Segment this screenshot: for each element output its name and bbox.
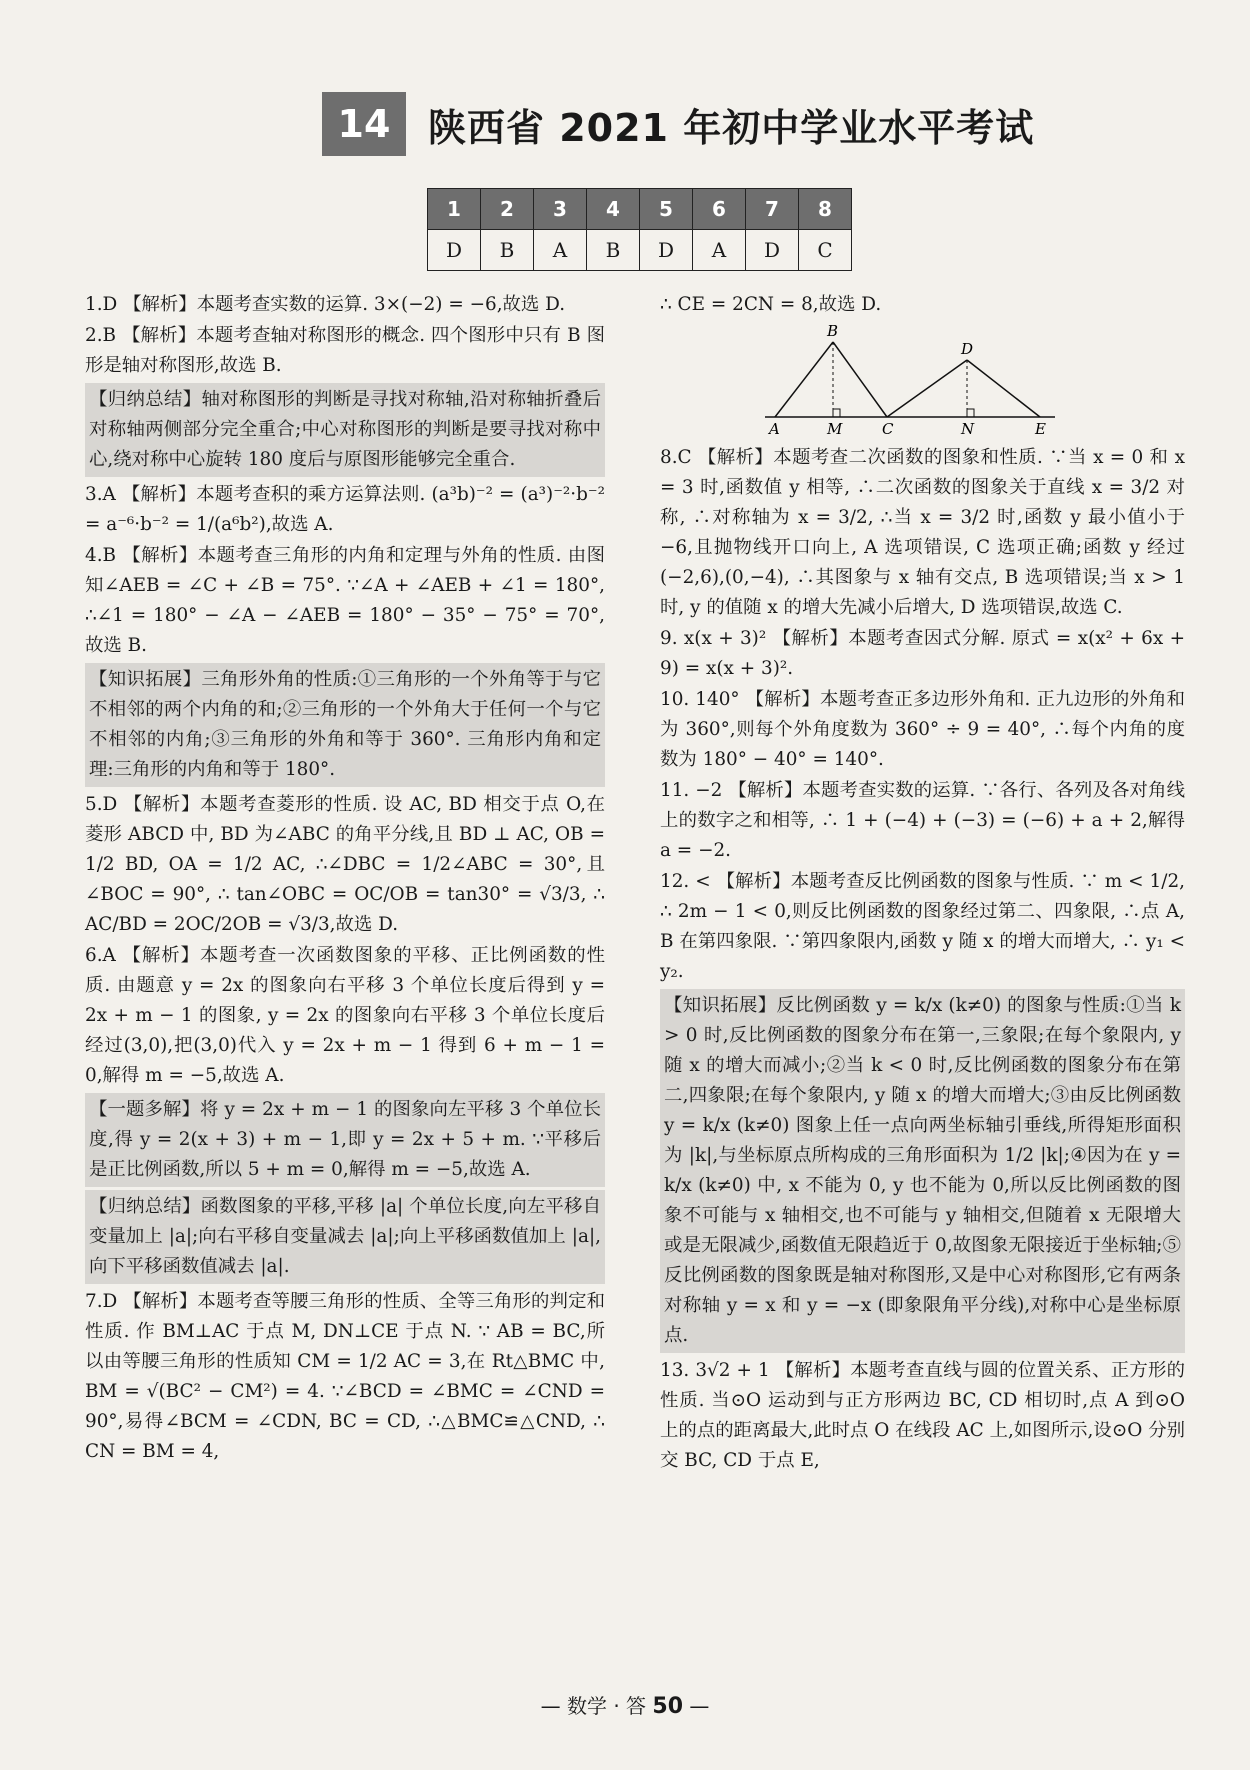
answer-number: 4 — [587, 189, 640, 230]
solution-q1: 1.D 【解析】本题考查实数的运算. 3×(−2) = −6,故选 D. — [85, 294, 566, 315]
answer-letter: C — [799, 230, 852, 271]
segment-bc — [833, 342, 887, 417]
segment-cd — [887, 360, 967, 417]
answer-number: 7 — [746, 189, 799, 230]
footer-end: — — [689, 1694, 710, 1718]
answer-letter: D — [428, 230, 481, 271]
solution-q5: 5.D 【解析】本题考查菱形的性质. 设 AC, BD 相交于点 O,在菱形 ABCD 中, BD 为∠ABC 的角平分线,且 BD ⊥ AC, OB = 1/2 BD, OA = 1/2 AC, ∴∠DBC = 1/2∠ABC = 30°,且∠BOC = 90°, ∴ tan∠OBC = OC/OB = tan30° = √3/3, ∴ AC/BD = 2OC/2OB = √3/3,故选 D. — [85, 794, 605, 935]
solution-q9: 9. x(x + 3)² 【解析】本题考查因式分解. 原式 = x(x² + 6x + 9) = x(x + 3)². — [660, 628, 1185, 679]
label-e: E — [1035, 420, 1046, 437]
knowledge-box-q12: 【知识拓展】反比例函数 y = k/x (k≠0) 的图象与性质:①当 k > 0 时,反比例函数的图象分布在第一,三象限;在每个象限内, y 随 x 的增大而减小;②当 k < 0 时,反比例函数的图象分布在第二,四象限;在每个象限内, y 随 x 的增大而增大;③由反比例函数 y = k/x (k≠0) 图象上任一点向两坐标轴引垂线,所得矩形面积为 |k|,与坐标原点所构成的三角形面积为 1/2 |k|;④因为在 y = k/x (k≠0) 中, x 不能为 0, y 也不能为 0,所以反比例函数的图象不可能与 x 轴相交,也不可能与 y 轴相交,但随着 x 无限增大或是无限减少,函数值无限趋近于 0,故图象无限接近于坐标轴;⑤反比例函数的图象既是轴对称图形,又是中心对称图形,它有两条对称轴 y = x 和 y = −x (即象限角平分线),对称中心是坐标原点. — [660, 989, 1185, 1353]
footer-label: — 数学 · 答 — [540, 1694, 647, 1718]
label-c: C — [882, 420, 894, 437]
solution-q6: 6.A 【解析】本题考查一次函数图象的平移、正比例函数的性质. 由题意 y = 2x 的图象向右平移 3 个单位长度后得到 y = 2x + m − 1 的图象, y = 2x 的图象向右平移 3 个单位长度后经过(3,0),把(3,0)代入 y = 2x + m − 1 得到 6 + m − 1 = 0,解得 m = −5,故选 A. — [85, 945, 605, 1086]
label-b: B — [827, 322, 839, 340]
right-angle-m — [833, 409, 840, 417]
answer-letter: D — [640, 230, 693, 271]
answer-number: 5 — [640, 189, 693, 230]
answer-number: 6 — [693, 189, 746, 230]
segment-de — [967, 360, 1040, 417]
label-a: A — [769, 420, 780, 437]
summary-box-q6: 【归纳总结】函数图象的平移,平移 |a| 个单位长度,向左平移自变量加上 |a|;向右平移自变量减去 |a|;向上平移函数值加上 |a|,向下平移函数值减去 |a|. — [85, 1190, 605, 1284]
answer-letter: B — [587, 230, 640, 271]
solution-q7-end: ∴ CE = 2CN = 8,故选 D. — [660, 294, 882, 315]
solution-q7: 7.D 【解析】本题考查等腰三角形的性质、全等三角形的判定和性质. 作 BM⊥AC 于点 M, DN⊥CE 于点 N. ∵ AB = BC,所以由等腰三角形的性质知 CM = 1/2 AC = 3,在 Rt△BMC 中, BM = √(BC² − CM²) = 4. ∵∠BCD = ∠BMC = ∠CND = 90°,易得∠BCM = ∠CDN, BC = CD, ∴△BMC≌△CND, ∴ CN = BM = 4, — [85, 1291, 605, 1462]
answer-number: 2 — [481, 189, 534, 230]
segment-ab — [775, 342, 833, 417]
alt-solution-box-q6: 【一题多解】将 y = 2x + m − 1 的图象向左平移 3 个单位长度,得 y = 2(x + 3) + m − 1,即 y = 2x + 5 + m. ∵平移后是正比例函数,所以 5 + m = 0,解得 m = −5,故选 A. — [85, 1093, 605, 1187]
answer-letter: A — [693, 230, 746, 271]
answer-letter: D — [746, 230, 799, 271]
answer-table-numbers — [428, 189, 852, 230]
right-column — [660, 290, 1185, 1477]
exam-number-badge: 14 — [322, 92, 406, 156]
label-m: M — [827, 420, 843, 437]
page-title: 陕西省 2021 年初中学业水平考试 — [428, 105, 1035, 150]
answer-table-answers — [428, 230, 852, 271]
answer-letter: B — [481, 230, 534, 271]
solution-q2: 2.B 【解析】本题考查轴对称图形的概念. 四个图形中只有 B 图形是轴对称图形,故选 B. — [85, 325, 605, 376]
solution-q3: 3.A 【解析】本题考查积的乘方运算法则. (a³b)⁻² = (a³)⁻²·b⁻² = a⁻⁶·b⁻² = 1/(a⁶b²),故选 A. — [85, 484, 605, 535]
answer-number: 3 — [534, 189, 587, 230]
answer-letter: A — [534, 230, 587, 271]
page-header — [322, 92, 1034, 156]
answer-table — [427, 188, 852, 271]
solution-q13: 13. 3√2 + 1 【解析】本题考查直线与圆的位置关系、正方形的性质. 当⊙O 运动到与正方形两边 BC, CD 相切时,点 A 到⊙O 上的点的距离最大,此时点 O 在线段 AC 上,如图所示,设⊙O 分别交 BC, CD 于点 E, — [660, 1360, 1185, 1471]
label-d: D — [961, 340, 974, 358]
solution-q10: 10. 140° 【解析】本题考查正多边形外角和. 正九边形的外角和为 360°,则每个外角度数为 360° ÷ 9 = 40°, ∴每个内角的度数为 180° − 40° = 140°. — [660, 689, 1185, 770]
answer-number: 8 — [799, 189, 852, 230]
summary-box-q2: 【归纳总结】轴对称图形的判断是寻找对称轴,沿对称轴折叠后对称轴两侧部分完全重合;中心对称图形的判断是要寻找对称中心,绕对称中心旋转 180 度后与原图形能够完全重合. — [85, 383, 605, 477]
triangle-diagram — [755, 322, 1065, 437]
label-n: N — [961, 420, 975, 437]
page-number: 50 — [652, 1694, 684, 1719]
right-angle-n — [967, 409, 974, 417]
page-footer — [0, 1690, 1250, 1719]
solution-q4: 4.B 【解析】本题考查三角形的内角和定理与外角的性质. 由图知∠AEB = ∠C + ∠B = 75°. ∵∠A + ∠AEB + ∠1 = 180°, ∴∠1 = 180° − ∠A − ∠AEB = 180° − 35° − 75° = 70°,故选 B. — [85, 545, 605, 656]
left-column — [85, 290, 605, 1468]
solution-q8: 8.C 【解析】本题考查二次函数的图象和性质. ∵当 x = 0 和 x = 3 时,函数值 y 相等, ∴二次函数的图象关于直线 x = 3/2 对称, ∴对称轴为 x = 3/2, ∴当 x = 3/2 时,函数 y 最小值小于 −6,且抛物线开口向上, A 选项错误, C 选项正确;函数 y 经过(−2,6),(0,−4), ∴其图象与 x 轴有交点, B 选项错误;当 x > 1 时, y 的值随 x 的增大先减小后增大, D 选项错误,故选 C. — [660, 447, 1185, 618]
knowledge-box-q4: 【知识拓展】三角形外角的性质:①三角形的一个外角等于与它不相邻的两个内角的和;②三角形的一个外角大于任何一个与它不相邻的内角;③三角形的外角和等于 360°. 三角形内角和定理:三角形的内角和等于 180°. — [85, 663, 605, 787]
solution-q11: 11. −2 【解析】本题考查实数的运算. ∵各行、各列及各对角线上的数字之和相等, ∴ 1 + (−4) + (−3) = (−6) + a + 2,解得 a = −2. — [660, 780, 1185, 861]
solution-q12: 12. < 【解析】本题考查反比例函数的图象与性质. ∵ m < 1/2, ∴ 2m − 1 < 0,则反比例函数的图象经过第二、四象限, ∴点 A, B 在第四象限. ∵第四象限内,函数 y 随 x 的增大而增大, ∴ y₁ < y₂. — [660, 871, 1185, 982]
answer-number: 1 — [428, 189, 481, 230]
